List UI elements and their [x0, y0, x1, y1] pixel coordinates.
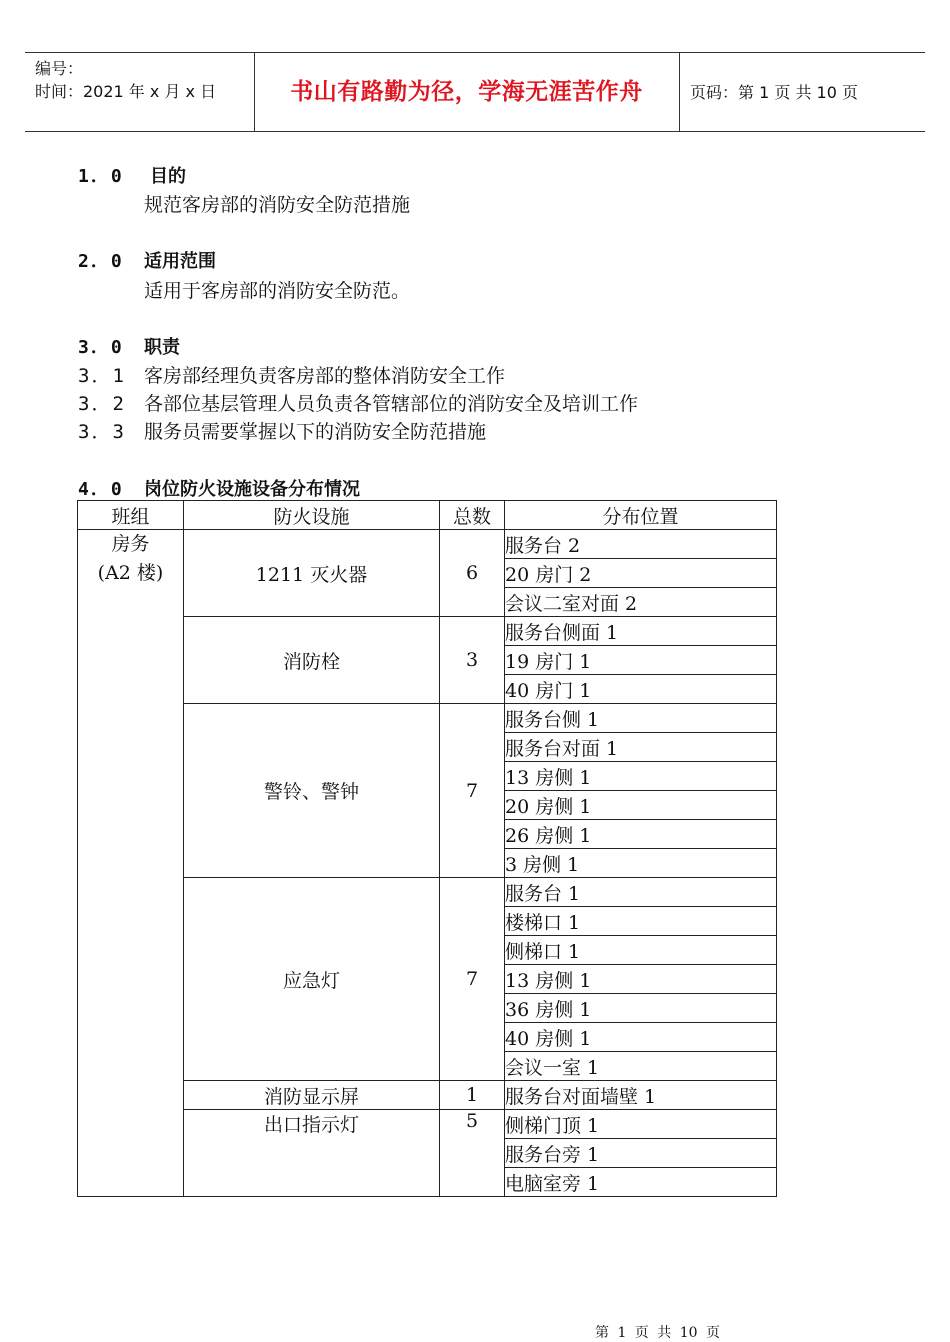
duty-text: 各部位基层管理人员负责各管辖部位的消防安全及培训工作 — [144, 393, 639, 415]
header-divider — [679, 53, 680, 131]
section-number: 2．0 — [78, 251, 124, 272]
section-title: 适用范围 — [144, 251, 216, 272]
table-row — [78, 530, 777, 559]
facility-cell: 警铃、警钟 — [184, 704, 440, 878]
total-cell: 7 — [440, 878, 505, 1081]
location-cell: 40 房门 1 — [505, 675, 777, 704]
document-header — [25, 52, 925, 132]
section-title: 职责 — [144, 337, 180, 358]
time-label: 时间：2021 年 x 月 x 日 — [35, 82, 217, 101]
location-cell: 楼梯口 1 — [505, 907, 777, 936]
location-cell: 侧梯门顶 1 — [505, 1110, 777, 1139]
number-label: 编号： — [35, 59, 84, 78]
duty-number: 3．1 — [78, 365, 126, 387]
facility-cell: 应急灯 — [184, 878, 440, 1081]
location-cell: 13 房侧 1 — [505, 762, 777, 791]
location-cell: 服务台对面墙壁 1 — [505, 1081, 777, 1110]
location-cell: 服务台旁 1 — [505, 1139, 777, 1168]
section-2-heading — [78, 247, 216, 273]
location-cell: 20 房侧 1 — [505, 791, 777, 820]
team-cell — [78, 530, 184, 1197]
header-meta — [35, 57, 216, 103]
location-cell: 侧梯口 1 — [505, 936, 777, 965]
facility-cell: 1211 灭火器 — [184, 530, 440, 617]
location-cell: 服务台侧 1 — [505, 704, 777, 733]
location-cell: 13 房侧 1 — [505, 965, 777, 994]
location-cell: 20 房门 2 — [505, 559, 777, 588]
fire-facility-table — [77, 500, 777, 1197]
duty-item — [78, 361, 505, 388]
section-3-heading — [78, 333, 180, 359]
facility-cell: 消防栓 — [184, 617, 440, 704]
location-cell: 服务台 1 — [505, 878, 777, 907]
duty-number: 3．3 — [78, 421, 126, 443]
header-page-info: 页码：第 1 页 共 10 页 — [690, 83, 858, 102]
column-header: 分布位置 — [505, 501, 777, 530]
table-header-row — [78, 501, 777, 530]
location-cell: 会议二室对面 2 — [505, 588, 777, 617]
location-cell: 26 房侧 1 — [505, 820, 777, 849]
location-cell: 服务台对面 1 — [505, 733, 777, 762]
team-name: 房务 — [111, 533, 150, 555]
location-cell: 电脑室旁 1 — [505, 1168, 777, 1197]
section-title: 岗位防火设施设备分布情况 — [144, 479, 360, 500]
header-motto: 书山有路勤为径，学海无涯苦作舟 — [290, 79, 643, 105]
section-1-heading — [78, 162, 186, 188]
facility-cell: 出口指示灯 — [184, 1110, 440, 1197]
location-cell: 会议一室 1 — [505, 1052, 777, 1081]
total-cell: 6 — [440, 530, 505, 617]
section-1-text: 规范客房部的消防安全防范措施 — [144, 194, 411, 216]
column-header: 防火设施 — [184, 501, 440, 530]
location-cell: 19 房门 1 — [505, 646, 777, 675]
location-cell: 40 房侧 1 — [505, 1023, 777, 1052]
duty-number: 3．2 — [78, 393, 126, 415]
section-4-heading — [78, 475, 360, 501]
total-cell: 1 — [440, 1081, 505, 1110]
column-header: 总数 — [440, 501, 505, 530]
section-number: 1．0 — [78, 166, 124, 187]
total-cell: 7 — [440, 704, 505, 878]
duty-text: 客房部经理负责客房部的整体消防安全工作 — [144, 365, 506, 387]
duty-item — [78, 389, 638, 416]
total-cell: 3 — [440, 617, 505, 704]
duty-text: 服务员需要掌握以下的消防安全防范措施 — [144, 421, 487, 443]
facility-cell: 消防显示屏 — [184, 1081, 440, 1110]
location-cell: 服务台侧面 1 — [505, 617, 777, 646]
location-cell: 36 房侧 1 — [505, 994, 777, 1023]
duty-item — [78, 417, 486, 444]
team-building: (A2 楼) — [97, 562, 164, 584]
section-title: 目的 — [150, 166, 186, 187]
section-number: 3．0 — [78, 337, 124, 358]
section-2-text: 适用于客房部的消防安全防范。 — [144, 280, 411, 302]
location-cell: 服务台 2 — [505, 530, 777, 559]
page-footer: 第 1 页 共 10 页 — [595, 1325, 720, 1341]
total-cell: 5 — [440, 1110, 505, 1197]
section-number: 4．0 — [78, 479, 124, 500]
column-header: 班组 — [78, 501, 184, 530]
location-cell: 3 房侧 1 — [505, 849, 777, 878]
